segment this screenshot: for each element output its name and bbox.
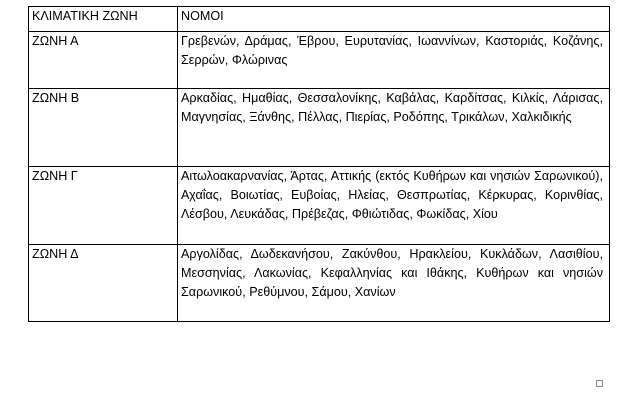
- header-climate-zone: ΚΛΙΜΑΤΙΚΗ ΖΩΝΗ: [29, 7, 178, 32]
- zone-label: ΖΩΝΗ Α: [29, 32, 178, 89]
- zone-counties: Γρεβενών, Δράμας, Έβρου, Ευρυτανίας, Ιωαννίνων, Καστοριάς, Κοζάνης, Σερρών, Φλώρινας: [178, 32, 610, 89]
- table-row-zone-d: [29, 245, 610, 322]
- zone-label: ΖΩΝΗ Δ: [29, 245, 178, 322]
- table-row-zone-c: [29, 167, 610, 245]
- zone-counties: Αιτωλοακαρνανίας, Άρτας, Αττικής (εκτός Κυθήρων και νησιών Σαρωνικού), Αχαΐας, Βοιωτίας, Ευβοίας, Ηλείας, Θεσπρωτίας, Κέρκυρας, Κορινθίας, Λέσβου, Λευκάδας, Πρέβεζας, Φθιώτιδας, Φωκίδας, Χίου: [178, 167, 610, 245]
- header-counties: ΝΟΜΟΙ: [178, 7, 610, 32]
- table-resize-handle[interactable]: [596, 380, 603, 387]
- table-header-row: [29, 7, 610, 32]
- table-row-zone-b: [29, 89, 610, 167]
- climate-zones-table: [28, 6, 610, 322]
- zone-counties: Αρκαδίας, Ημαθίας, Θεσσαλονίκης, Καβάλας, Καρδίτσας, Κιλκίς, Λάρισας, Μαγνησίας, Ξάνθης, Πέλλας, Πιερίας, Ροδόπης, Τρικάλων, Χαλκιδικής: [178, 89, 610, 167]
- zone-counties: Αργολίδας, Δωδεκανήσου, Ζακύνθου, Ηρακλείου, Κυκλάδων, Λασιθίου, Μεσσηνίας, Λακωνίας, Κεφαλληνίας και Ιθάκης, Κυθήρων και νησιών Σαρωνικού, Ρεθύμνου, Σάμου, Χανίων: [178, 245, 610, 322]
- table-row-zone-a: [29, 32, 610, 89]
- zone-label: ΖΩΝΗ Β: [29, 89, 178, 167]
- zone-label: ΖΩΝΗ Γ: [29, 167, 178, 245]
